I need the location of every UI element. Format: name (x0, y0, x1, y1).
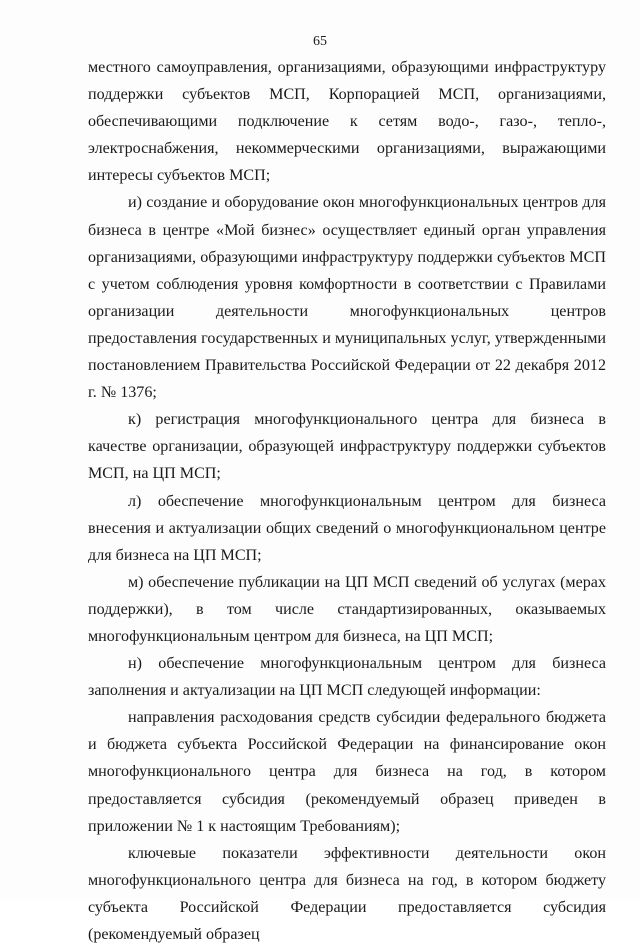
paragraph-item-i: и) создание и оборудование окон многофункциональных центров для бизнеса в центре «Мой бизнес» осуществляет единый орган управления организациями, образующими инфраструктуру поддержки субъектов МСП с учетом соблюдения уровня комфортности в соответствии с Правилами организации деятельности многофункциональных центров предоставления государственных и муниципальных услуг, утвержденными постановлением Правительства Российской Федерации от 22 декабря 2012 г. № 1376; (88, 194, 606, 402)
page-number: 65 (313, 34, 327, 49)
paragraph-item-l: л) обеспечение многофункциональным центром для бизнеса внесения и актуализации общих сведений о многофункциональном центре для бизнеса на ЦП МСП; (88, 492, 606, 564)
paragraph-item-m: м) обеспечение публикации на ЦП МСП сведений об услугах (мерах поддержки), в том числе стандартизированных, оказываемых многофункциональным центром для бизнеса, на ЦП МСП; (88, 573, 606, 645)
paragraph-subitem-directions: направления расходования средств субсидии федерального бюджета и бюджета субъекта Российской Федерации на финансирование окон многофункционального центра для бизнеса на год, в котором предоставляется субсидия (рекомендуемый образец приведен в приложении № 1 к настоящим Требованиям); (88, 709, 606, 835)
paragraph-continuation: местного самоуправления, организациями, образующими инфраструктуру поддержки субъектов МСП, Корпорацией МСП, организациями, обеспечивающими подключение к сетям водо-, газо-, тепло-, электроснабжения, некоммерческими организациями, выражающими интересы субъектов МСП; (88, 59, 606, 185)
paragraph-item-k: к) регистрация многофункционального центра для бизнеса в качестве организации, образующей инфраструктуру поддержки субъектов МСП, на ЦП МСП; (88, 411, 606, 483)
paragraph-item-n: н) обеспечение многофункциональным центром для бизнеса заполнения и актуализации на ЦП МСП следующей информации: (88, 655, 606, 700)
document-body (88, 54, 606, 948)
paragraph-subitem-kpi: ключевые показатели эффективности деятельности окон многофункционального центра для бизнеса на год, в котором бюджету субъекта Российской Федерации предоставляется субсидия (рекомендуемый образец (88, 844, 606, 943)
